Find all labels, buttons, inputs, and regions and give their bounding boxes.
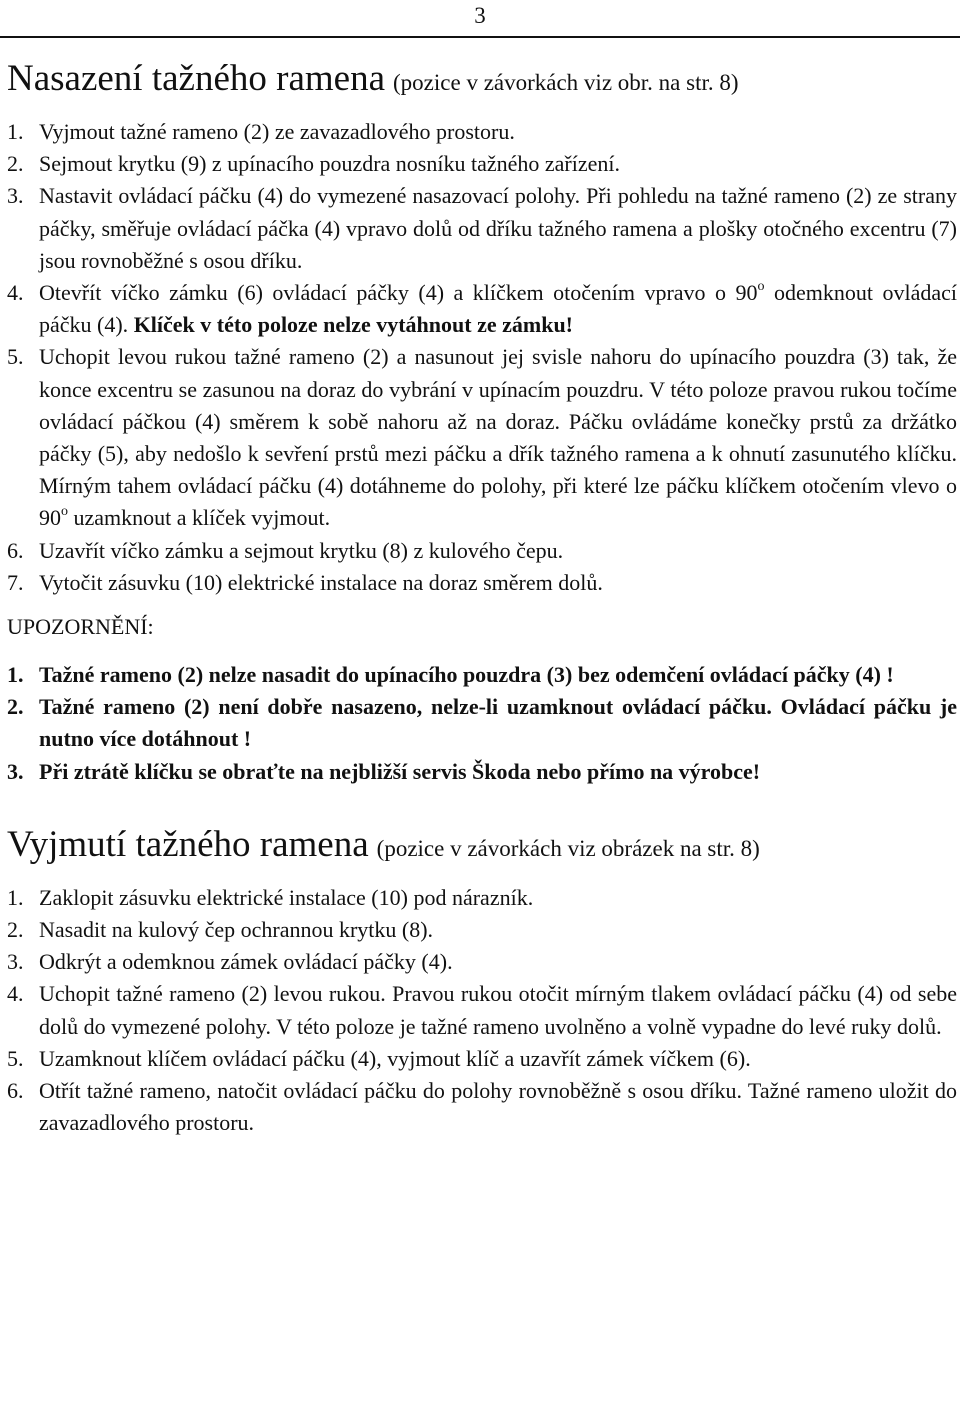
list-item [7,180,957,277]
document-body [7,48,957,1139]
list-item-text: Otřít tažné rameno, natočit ovládací páčku do polohy rovnoběžně s osou dříku. Tažné rameno uložit do zavazadlového prostoru. [39,1078,957,1136]
list-item-number: 5. [7,344,24,370]
warning-item-text: Při ztrátě klíčku se obraťte na nejbližší servis Škoda nebo přímo na výrobce! [39,758,761,784]
list-item-number: 3. [7,949,24,975]
list-item [7,535,957,567]
mounting-steps-list [7,116,957,599]
list-item-text: Nasadit na kulový čep ochrannou krytku (8). [39,917,434,943]
list-item-number: 6. [7,1078,24,1104]
degree-superscript: o [757,278,765,294]
list-item-text-continued: uzamknout a klíček vyjmout. [68,505,331,531]
list-item-text: Uchopit tažné rameno (2) levou rukou. Pravou rukou otočit mírným tlakem ovládací páčku (4) od sebe dolů do vymezené polohy. V této poloze je tažné rameno uvolněno a volně vypadne do levé ruky dolů. [39,981,957,1039]
list-item [7,882,957,914]
section-heading-removal [7,822,957,872]
section-title: Nasazení tažného ramena [7,58,386,99]
page-number: 3 [474,3,486,28]
list-item-text-continued: odemknout ovládací páčku (4). [39,280,957,338]
degree-superscript: o [61,504,68,520]
list-item-text: Vytočit zásuvku (10) elektrické instalace na doraz směrem dolů. [39,569,603,595]
warning-item [7,691,957,755]
list-item-number: 2. [7,151,24,177]
warning-item [7,659,957,691]
list-item-number: 1. [7,662,24,688]
list-item [7,116,957,148]
warning-item-text: Tažné rameno (2) není dobře nasazeno, nelze-li uzamknout ovládací páčku. Ovládací páčku je nutno více dotáhnout ! [39,694,957,752]
list-item [7,946,957,978]
list-item-text: Uzamknout klíčem ovládací páčku (4), vyjmout klíč a uzavřít zámek víčkem (6). [39,1045,751,1071]
list-item-text: Uzavřít víčko zámku a sejmout krytku (8) z kulového čepu. [39,537,564,563]
list-item-number: 5. [7,1045,24,1071]
list-item-number: 2. [7,917,24,943]
list-item-text: Nastavit ovládací páčku (4) do vymezené nasazovací polohy. Při pohledu na tažné rameno (2) ze strany páčky, směřuje ovládací páčka (4) vpravo dolů od dříku tažného ramena a plošky otočného excentru (7) jsou rovnoběžné s osou dříku. [39,183,957,273]
list-item [7,277,957,341]
list-item [7,1075,957,1139]
list-item-number: 3. [7,758,24,784]
section-heading-mounting [7,56,957,106]
removal-steps-list [7,882,957,1140]
list-item-text: Zaklopit zásuvku elektrické instalace (10) pod nárazník. [39,884,534,910]
section-title-note: (pozice v závorkách viz obrázek na str. 8) [376,835,760,861]
list-item-number: 6. [7,537,24,563]
list-item-text: Sejmout krytku (9) z upínacího pouzdra nosníku tažného zařízení. [39,151,620,177]
list-item-text: Uchopit levou rukou tažné rameno (2) a nasunout jej svisle nahoru do upínacího pouzdra (3) tak, že konce excentru se zasunou na doraz do vybrání v upínacím pouzdru. V této poloze pravou rukou točíme ovládací páčkou (4) směrem k sobě nahoru až na doraz. Páčku ovládáme konečky prstů za držátko páčky (5), aby nedošlo k sevření prstů mezi páčku a dřík tažného ramena a k ohnutí zasunutého klíčku. Mírným tahem ovládací páčku (4) dotáhneme do polohy, při které lze páčku klíčkem otočením vlevo o 90 [39,344,957,531]
list-item-text: Odkrýt a odemknou zámek ovládací páčky (4). [39,949,453,975]
list-item-number: 3. [7,183,24,209]
list-item-number: 4. [7,981,24,1007]
warning-list [7,659,957,788]
section-title: Vyjmutí tažného ramena [7,823,369,865]
warning-item [7,756,957,788]
list-item-text: Vyjmout tažné rameno (2) ze zavazadlového prostoru. [39,119,515,144]
header-rule [0,36,960,38]
list-item-text: Otevřít víčko zámku (6) ovládací páčky (4) a klíčkem otočením vpravo o 90 [39,280,758,306]
list-item-number: 1. [7,884,24,910]
list-item [7,978,957,1042]
list-item-number: 4. [7,280,24,306]
warning-item-text: Tažné rameno (2) nelze nasadit do upínacího pouzdra (3) bez odemčení ovládací páčky (4) ! [39,662,894,688]
section-title-note: (pozice v závorkách viz obr. na str. 8) [393,70,739,95]
list-item-number: 1. [7,119,24,144]
list-item [7,567,957,599]
list-item [7,914,957,946]
list-item-number: 2. [7,694,24,720]
list-item [7,341,957,534]
list-item [7,148,957,180]
warning-heading: UPOZORNĚNÍ: [7,614,154,640]
list-item [7,1043,957,1075]
list-item-emphasis: Klíček v této poloze nelze vytáhnout ze zámku! [133,312,573,338]
list-item-number: 7. [7,569,24,595]
section-spacer [7,788,957,814]
